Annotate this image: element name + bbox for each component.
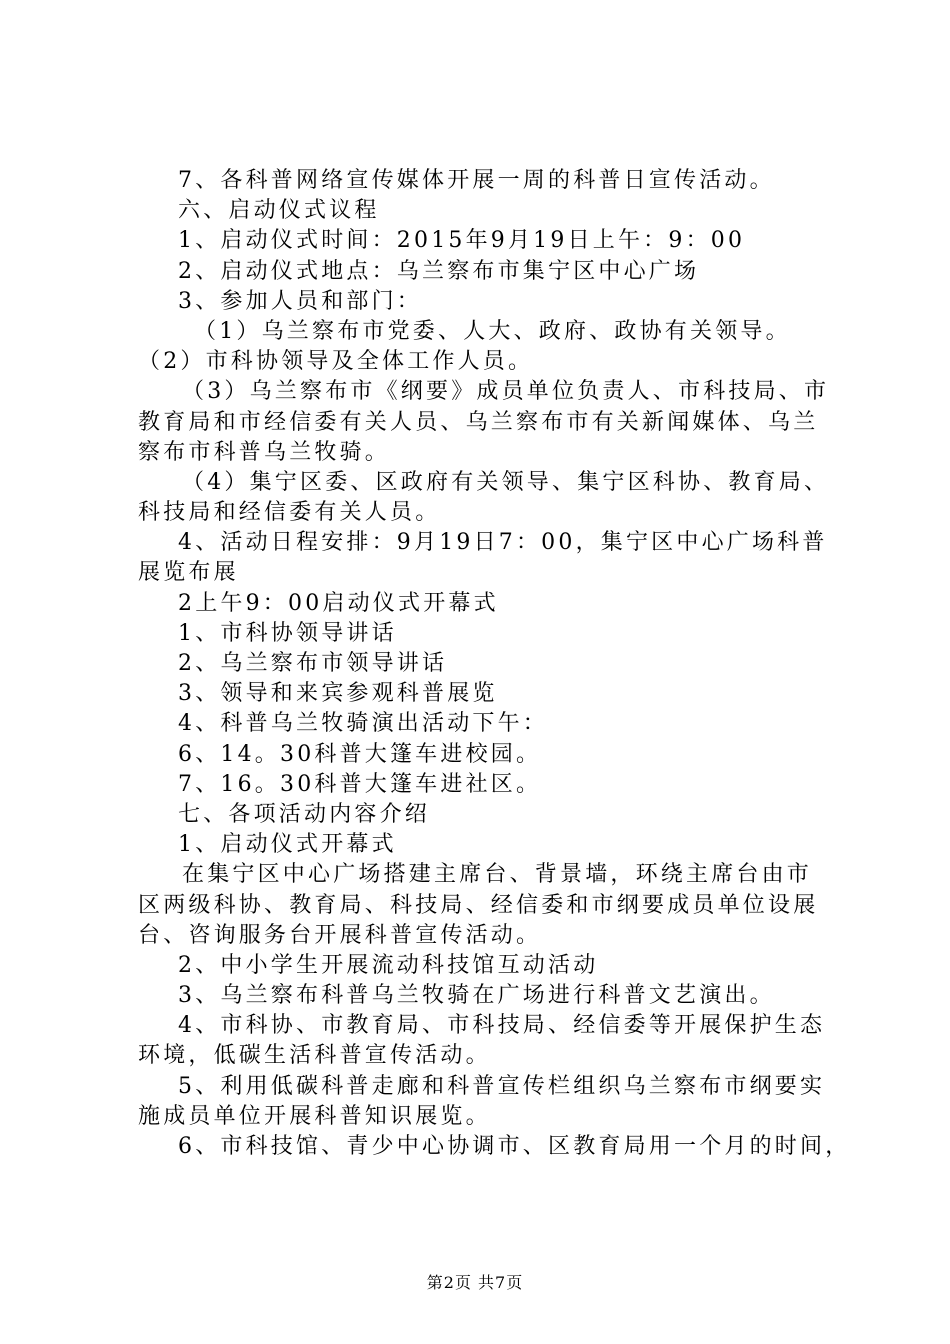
text-line: 1、启动仪式开幕式 [178,832,397,858]
text-line: 3、领导和来宾参观科普展览 [178,681,498,707]
text-line: 6、14。30科普大篷车进校园。 [178,741,542,767]
text-line: 科技局和经信委有关人员。 [138,500,441,526]
text-line: 4、市科协、市教育局、市科技局、经信委等开展保护生态 [178,1013,826,1039]
text-line: 区两级科协、教育局、科技局、经信委和市纲要成员单位设展 [138,892,819,918]
text-line: 六、启动仪式议程 [178,198,380,224]
text-line: （4）集宁区委、区政府有关领导、集宁区科协、教育局、 [182,469,830,495]
text-line: 七、各项活动内容介绍 [178,801,431,827]
text-line: 施成员单位开展科普知识展览。 [138,1103,491,1129]
text-line: 6、市科技馆、青少中心协调市、区教育局用一个月的时间， [178,1134,851,1159]
text-line: 4、科普乌兰牧骑演出活动下午： [178,711,548,737]
text-line: 7、各科普网络宣传媒体开展一周的科普日宣传活动。 [178,168,775,193]
text-line: 2、乌兰察布市领导讲话 [178,651,448,676]
text-line: 1、市科协领导讲话 [178,620,397,646]
text-line: 5、利用低碳科普走廊和科普宣传栏组织乌兰察布市纲要实 [178,1073,826,1099]
text-line: 2上午9：00启动仪式开幕式 [178,590,499,616]
page-footer: 第2页 共7页 [426,1273,524,1292]
text-line: 2、启动仪式地点：乌兰察布市集宁区中心广场 [178,258,700,284]
text-line: 4、活动日程安排：9月19日7：00，集宁区中心广场科普 [178,530,828,556]
text-line: 察布市科普乌兰牧骑。 [138,439,391,465]
text-line: 7、16。30科普大篷车进社区。 [178,771,542,797]
text-line: 3、乌兰察布科普乌兰牧骑在广场进行科普文艺演出。 [178,983,775,1009]
text-line: 1、启动仪式时间：2015年9月19日上午：9：00 [178,228,746,254]
text-line: 2、中小学生开展流动科技馆互动活动 [178,952,599,978]
document-body [138,166,851,1162]
text-line: （1）乌兰察布市党委、人大、政府、政协有关领导。 [194,318,791,344]
text-line: 展览布展 [138,560,239,586]
text-line: 台、咨询服务台开展科普宣传活动。 [138,922,542,948]
text-line: 在集宁区中心广场搭建主席台、背景墙，环绕主席台由市 [182,862,813,888]
text-line: 教育局和市经信委有关人员、乌兰察布市有关新闻媒体、乌兰 [138,409,819,435]
text-line: （2）市科协领导及全体工作人员。 [138,349,534,375]
text-line: （3）乌兰察布市《纲要》成员单位负责人、市科技局、市 [182,379,830,405]
text-line: 环境，低碳生活科普宣传活动。 [138,1043,491,1069]
text-line: 3、参加人员和部门： [178,288,422,314]
